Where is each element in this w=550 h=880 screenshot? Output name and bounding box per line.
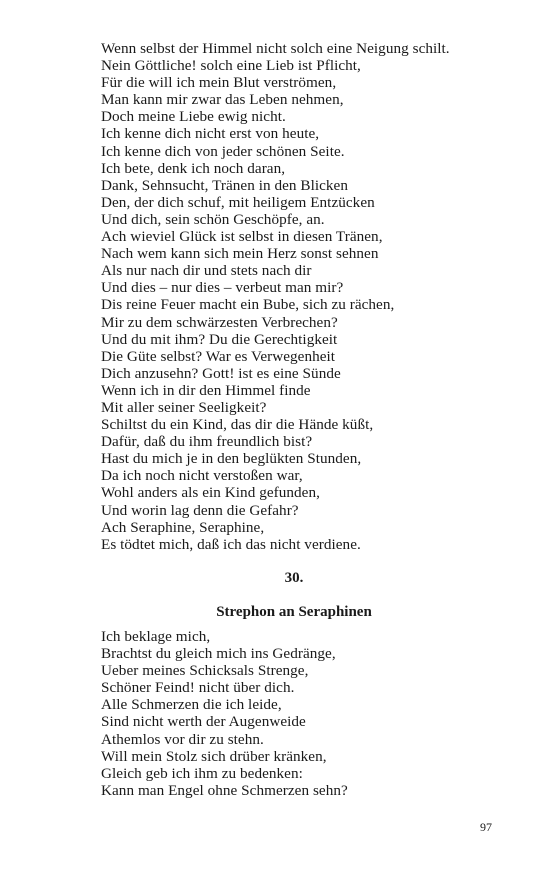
verse-line: Die Güte selbst? War es Verwegenheit (101, 347, 336, 365)
verse-line: Gleich geb ich ihm zu bedenken: (101, 764, 303, 782)
verse-line: Und dich, sein schön Geschöpfe, an. (101, 210, 325, 228)
verse-line: Und du mit ihm? Du die Gerechtigkeit (101, 330, 338, 348)
page-number: 97 (480, 820, 492, 834)
verse-line: Ich kenne dich nicht erst von heute, (101, 125, 320, 143)
verse-line: Als nur nach dir und stets nach dir (101, 262, 312, 280)
verse-line: Nach wem kann sich mein Herz sonst sehnen (101, 245, 379, 263)
verse-line: Nein Göttliche! solch eine Lieb ist Pflicht, (101, 57, 361, 75)
verse-line: Brachtst du gleich mich ins Gedränge, (101, 645, 336, 663)
verse-line: Ich beklage mich, (101, 628, 211, 645)
verse-line: Schiltst du ein Kind, das dir die Hände küßt, (101, 416, 374, 434)
verse-line: Da ich noch nicht verstoßen war, (101, 467, 303, 485)
verse-line: Wenn selbst der Himmel nicht solch eine Neigung schilt. (101, 40, 450, 57)
verse-line: Athemlos vor dir zu stehn. (101, 730, 264, 748)
verse-line: Man kann mir zwar das Leben nehmen, (101, 91, 344, 109)
verse-line: Dich anzusehn? Gott! ist es eine Sünde (101, 364, 341, 382)
verse-line: Schöner Feind! nicht über dich. (101, 679, 295, 697)
verse-line: Ich kenne dich von jeder schönen Seite. (101, 142, 345, 160)
verse-line: Mir zu dem schwärzesten Verbrechen? (101, 313, 338, 331)
verse-line: Und worin lag denn die Gefahr? (101, 501, 299, 519)
verse-line: Alle Schmerzen die ich leide, (101, 696, 282, 714)
verse-line: Den, der dich schuf, mit heiligem Entzücken (101, 193, 375, 211)
verse-line: Mit aller seiner Seeligkeit? (101, 398, 267, 416)
verse-line: Ich bete, denk ich noch daran, (101, 159, 286, 177)
verse-line: Wohl anders als ein Kind gefunden, (101, 484, 320, 502)
verse-line: Und dies – nur dies – verbeut man mir? (101, 279, 344, 297)
verse-line: Ueber meines Schicksals Strenge, (101, 662, 309, 680)
verse-line: Dis reine Feuer macht ein Bube, sich zu rächen, (101, 296, 395, 314)
poem-body (101, 628, 348, 799)
verse-line: Kann man Engel ohne Schmerzen sehn? (101, 781, 348, 799)
verse-line: Ach Seraphine, Seraphine, (101, 518, 265, 536)
poem-number: 30. (284, 570, 304, 586)
verse-line: Ach wieviel Glück ist selbst in diesen Tränen, (101, 228, 383, 246)
verse-line: Doch meine Liebe ewig nicht. (101, 108, 286, 126)
verse-line: Wenn ich in dir den Himmel finde (101, 381, 311, 399)
verse-line: Dank, Sehnsucht, Tränen in den Blicken (101, 176, 348, 194)
poem-title: Strephon an Seraphinen (216, 604, 372, 620)
verse-line: Sind nicht werth der Augenweide (101, 713, 306, 731)
verse-line: Für die will ich mein Blut verströmen, (101, 74, 337, 92)
poem-continuation (101, 40, 450, 553)
verse-line: Hast du mich je in den beglükten Stunden, (101, 450, 362, 468)
verse-line: Will mein Stolz sich drüber kränken, (101, 747, 327, 765)
verse-line: Dafür, daß du ihm freundlich bist? (101, 433, 313, 451)
verse-line: Es tödtet mich, daß ich das nicht verdiene. (101, 535, 361, 553)
